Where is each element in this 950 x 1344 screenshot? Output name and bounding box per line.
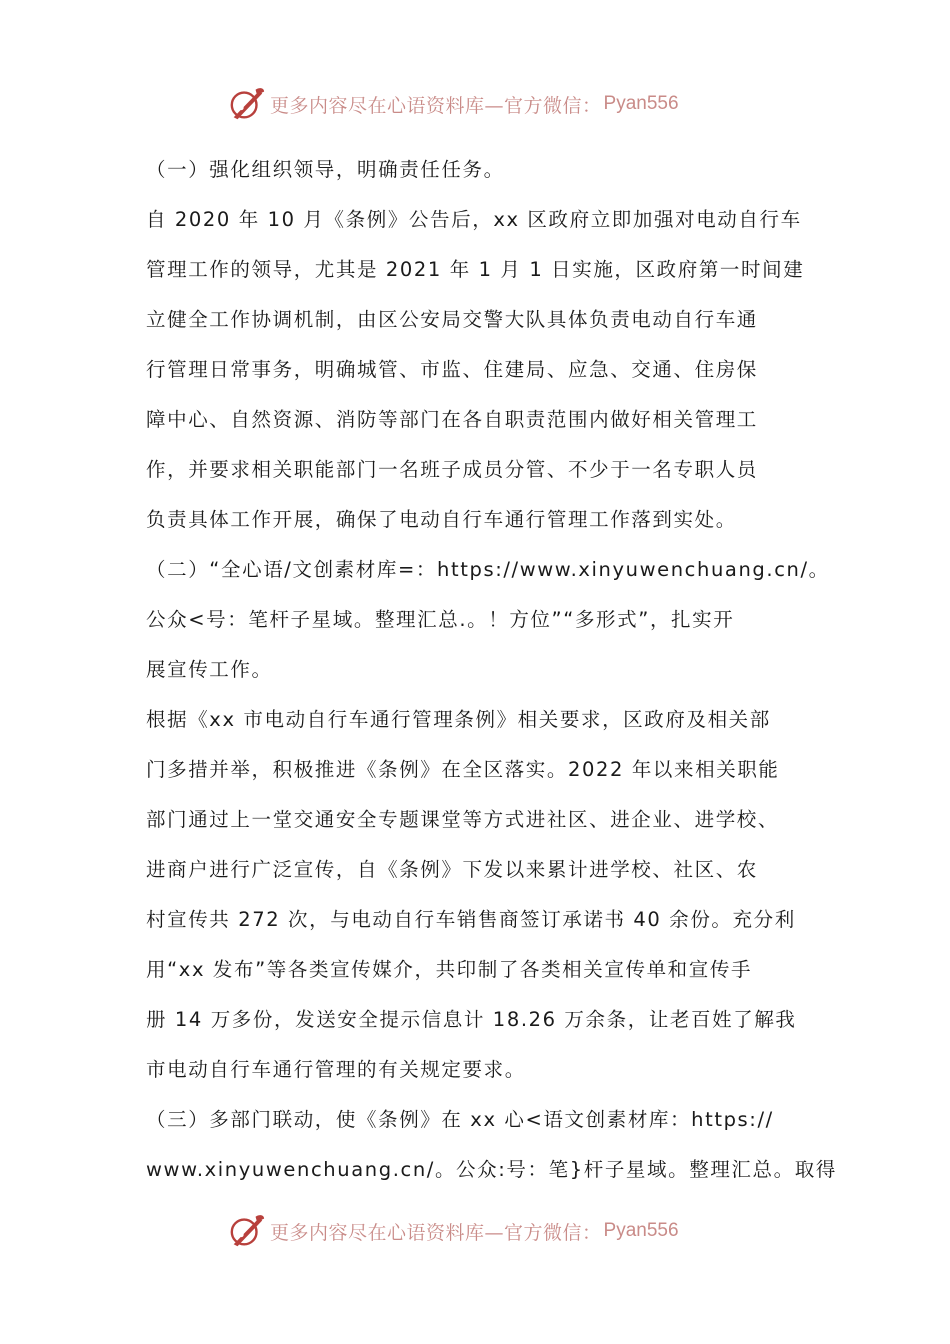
text-line: （二）“全心语/文创素材库=：https://www.xinyuwenchuang.cn/。 (146, 558, 830, 581)
footer-banner-text: 更多内容尽在心语资料库—官方微信： (270, 1221, 602, 1244)
quill-logo-icon (228, 85, 266, 123)
text-line: 用“xx 发布”等各类宣传媒介，共印制了各类相关宣传单和宣传手 (146, 958, 753, 981)
text-line: （三）多部门联动，使《条例》在 xx 心<语文创素材库：https:// (146, 1108, 774, 1131)
text-line: 障中心、自然资源、消防等部门在各自职责范围内做好相关管理工 (146, 408, 758, 431)
text-line: （一）强化组织领导，明确责任任务。 (146, 158, 505, 181)
text-line: 公众<号：笔杆子星域。整理汇总.。！方位”“多形式”，扎实开 (146, 608, 735, 631)
text-line: 展宣传工作。 (146, 658, 273, 681)
document-body (146, 145, 837, 1195)
quill-logo-icon (228, 1212, 266, 1250)
text-line: 管理工作的领导，尤其是 2021 年 1 月 1 日实施，区政府第一时间建 (146, 258, 805, 281)
text-line: 册 14 万多份，发送安全提示信息计 18.26 万余条，让老百姓了解我 (146, 1008, 797, 1031)
text-line: 门多措并举，积极推进《条例》在全区落实。2022 年以来相关职能 (146, 758, 780, 781)
text-line: 立健全工作协调机制，由区公安局交警大队具体负责电动自行车通 (146, 308, 758, 331)
footer-banner-handle: Pyan556 (603, 1220, 679, 1241)
footer-banner (228, 1211, 679, 1251)
header-banner (228, 84, 679, 124)
text-line: 行管理日常事务，明确城管、市监、住建局、应急、交通、住房保 (146, 358, 758, 381)
text-line: www.xinyuwenchuang.cn/。公众:号：笔}杆子星域。整理汇总。取得 (146, 1158, 837, 1181)
text-line: 部门通过上一堂交通安全专题课堂等方式进社区、进企业、进学校、 (146, 808, 780, 831)
text-line: 负责具体工作开展，确保了电动自行车通行管理工作落到实处。 (146, 508, 737, 531)
text-line: 村宣传共 272 次，与电动自行车销售商签订承诺书 40 余份。充分利 (146, 908, 796, 931)
text-line: 作，并要求相关职能部门一名班子成员分管、不少于一名专职人员 (146, 458, 758, 481)
text-line: 市电动自行车通行管理的有关规定要求。 (146, 1058, 526, 1081)
text-line: 根据《xx 市电动自行车通行管理条例》相关要求，区政府及相关部 (146, 708, 771, 731)
text-line: 进商户进行广泛宣传，自《条例》下发以来累计进学校、社区、农 (146, 858, 758, 881)
header-banner-handle: Pyan556 (603, 93, 679, 114)
header-banner-text: 更多内容尽在心语资料库—官方微信： (270, 94, 602, 117)
text-line: 自 2020 年 10 月《条例》公告后，xx 区政府立即加强对电动自行车 (146, 208, 802, 231)
